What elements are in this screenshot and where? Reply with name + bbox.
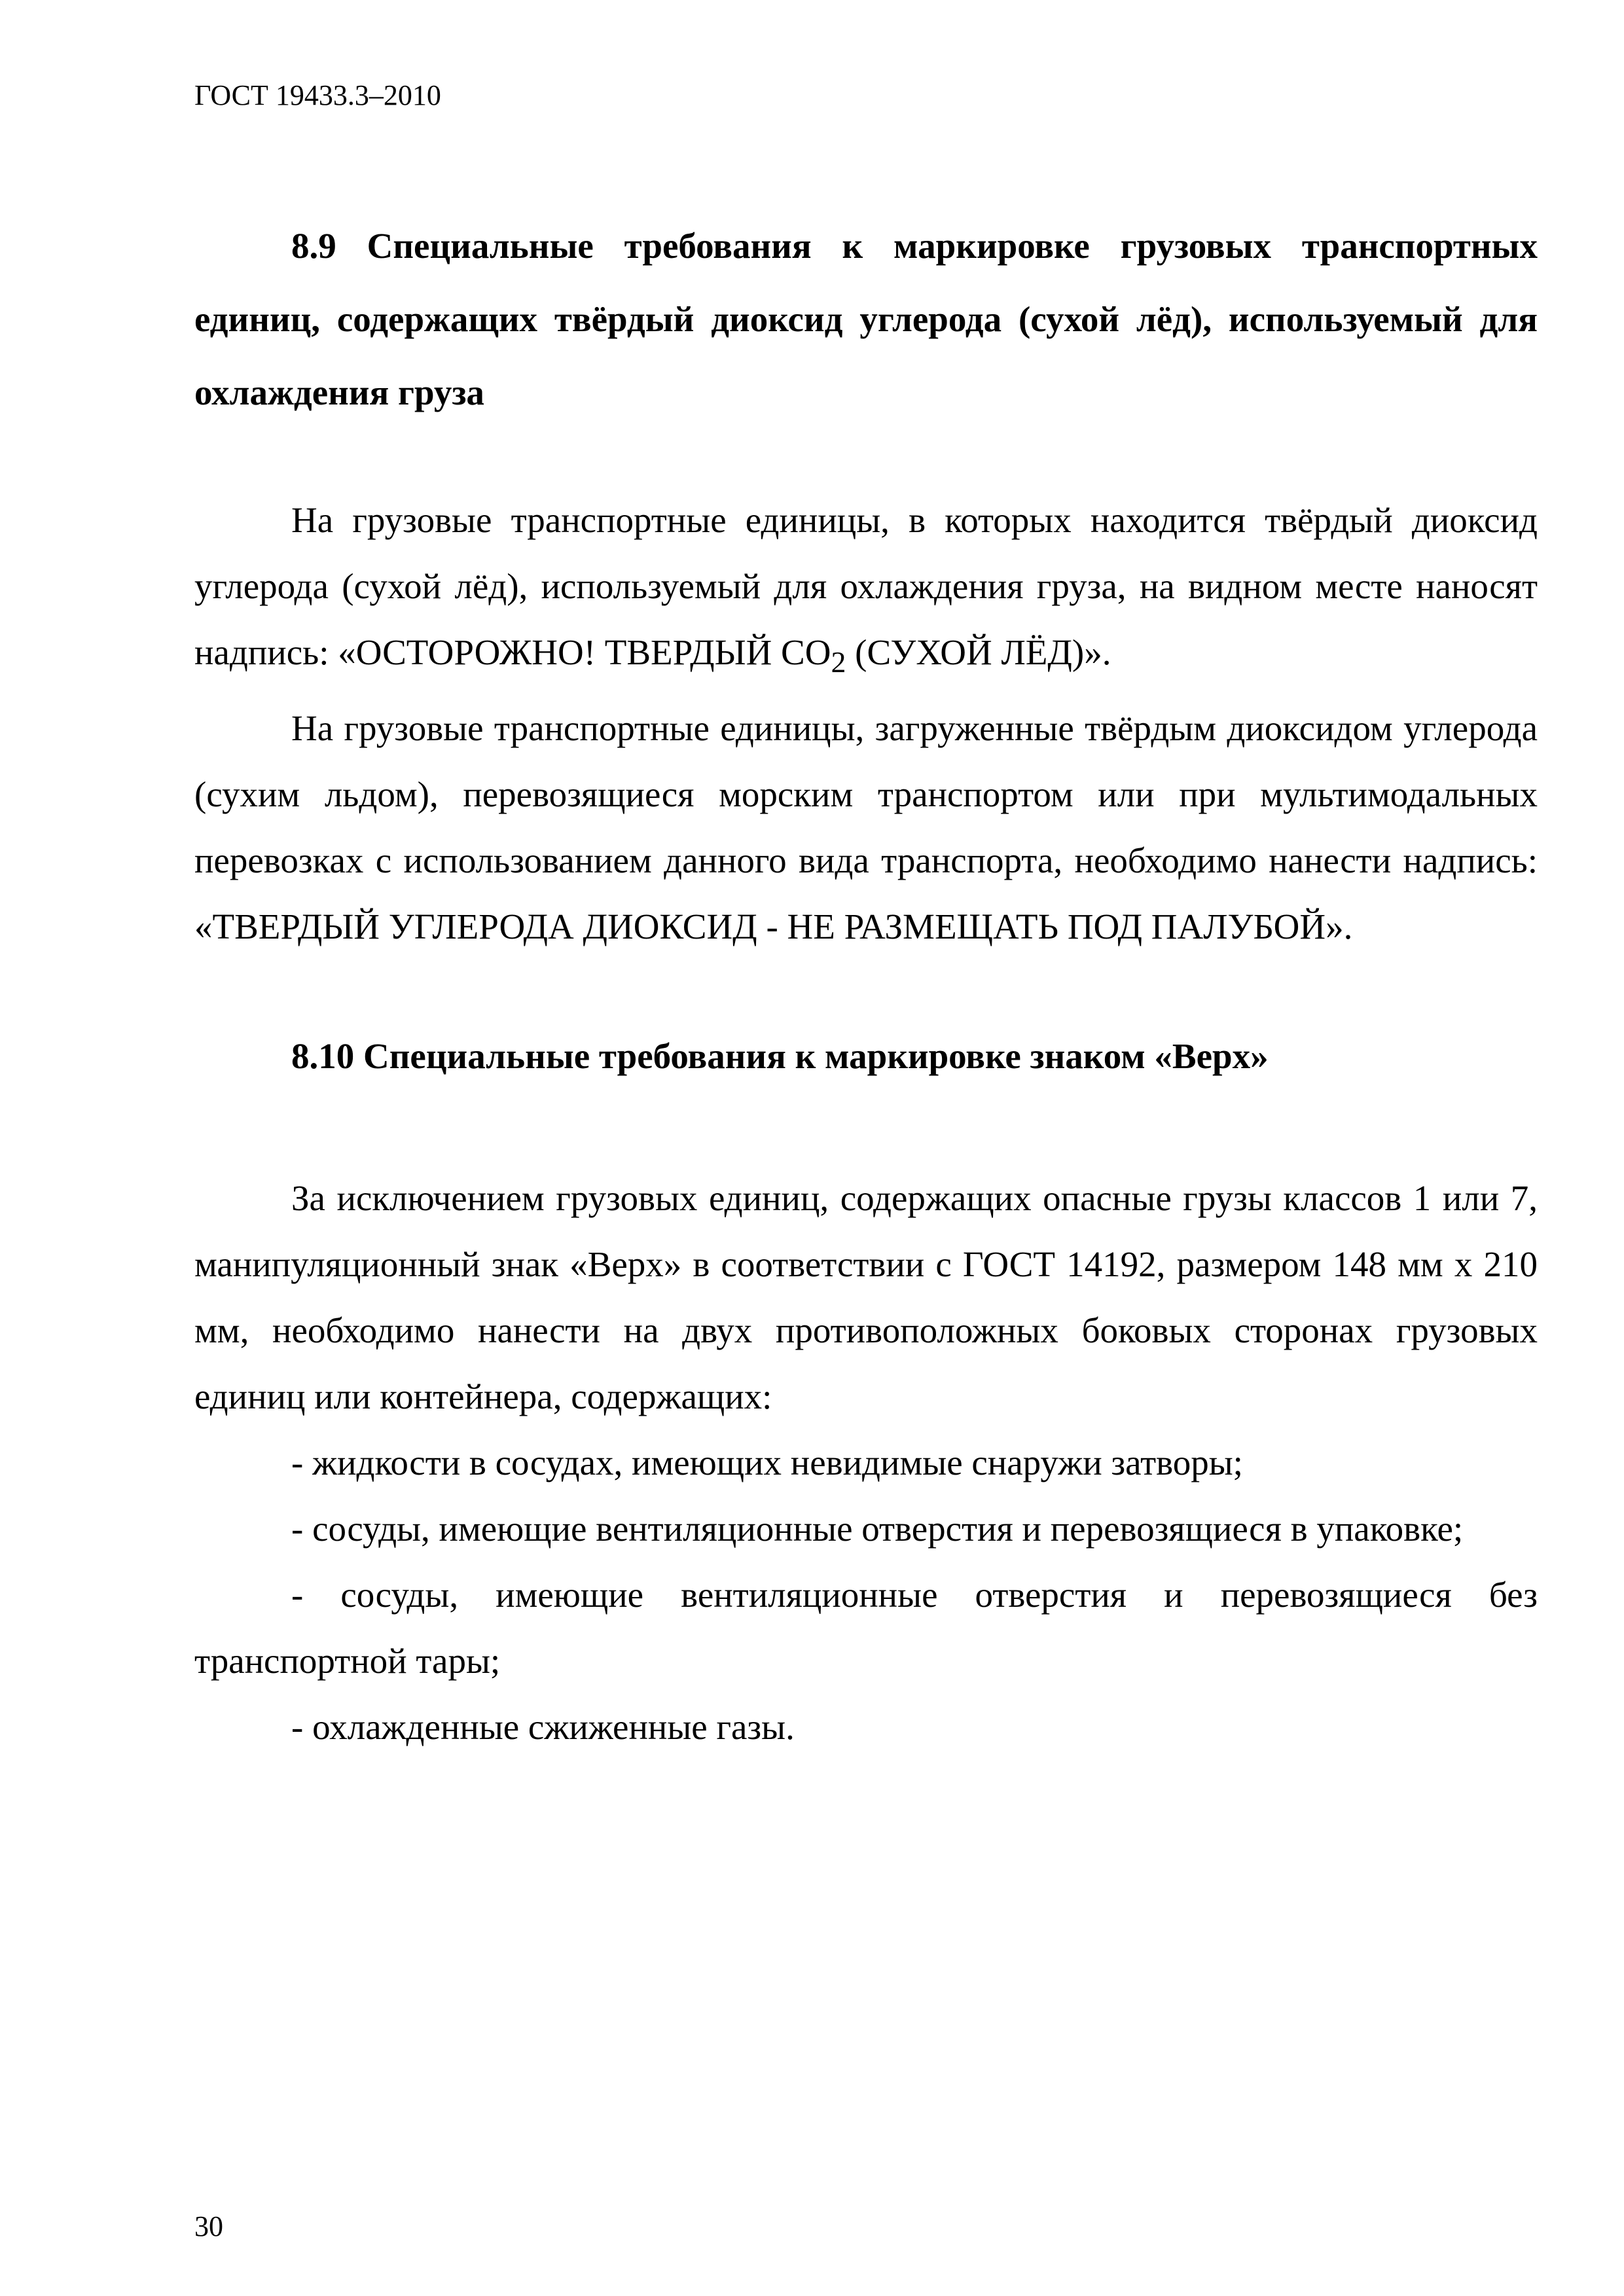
paragraph-1-text: На грузовые транспортные единицы, в которых находится твёрдый диоксид углерода (сухой лёд), используемый для охлаждения груза, на видном месте наносят надпись: «ОСТОРОЖНО! ТВЕРДЫЙ CO bbox=[194, 500, 1538, 672]
co2-subscript: 2 bbox=[831, 645, 846, 679]
list-item: - сосуды, имеющие вентиляционные отверстия и перевозящиеся без транспортной тары; bbox=[194, 1575, 1538, 1681]
standard-header: ГОСТ 19433.3–2010 bbox=[194, 79, 441, 111]
section-8-9-heading: 8.9 Специальные требования к маркировке грузовых транспортных единиц, содержащих твёрдый диоксид углерода (сухой лёд), используемый для охлаждения груза bbox=[194, 226, 1538, 412]
list-item: - сосуды, имеющие вентиляционные отверстия и перевозящиеся в упаковке; bbox=[291, 1509, 1464, 1549]
section-8-10-intro: За исключением грузовых единиц, содержащих опасные грузы классов 1 или 7, манипуляционный знак «Верх» в соответствии с ГОСТ 14192, размером 148 мм x 210 мм, необходимо нанести на двух противоположных боковых сторонах грузовых единиц или контейнера, содержащих: bbox=[194, 1178, 1538, 1416]
section-8-9-paragraph-2: На грузовые транспортные единицы, загруженные твёрдым диоксидом углерода (сухим льдом), перевозящиеся морским транспортом или при мультимодальных перевозках с использованием данного вида транспорта, необходимо нанести надпись: «ТВЕРДЫЙ УГЛЕРОДА ДИОКСИД - НЕ РАЗМЕЩАТЬ ПОД ПАЛУБОЙ». bbox=[194, 708, 1538, 946]
page-content bbox=[194, 209, 1538, 1760]
list-item: - охлажденные сжиженные газы. bbox=[291, 1707, 795, 1747]
section-8-10-heading: 8.10 Специальные требования к маркировке знаком «Верх» bbox=[291, 1036, 1269, 1076]
list-item: - жидкости в сосудах, имеющих невидимые снаружи затворы; bbox=[291, 1443, 1243, 1482]
paragraph-1-text-end: (СУХОЙ ЛЁД)». bbox=[846, 632, 1111, 672]
section-8-9-paragraph-1 bbox=[194, 487, 1538, 695]
page-number: 30 bbox=[194, 2210, 223, 2242]
